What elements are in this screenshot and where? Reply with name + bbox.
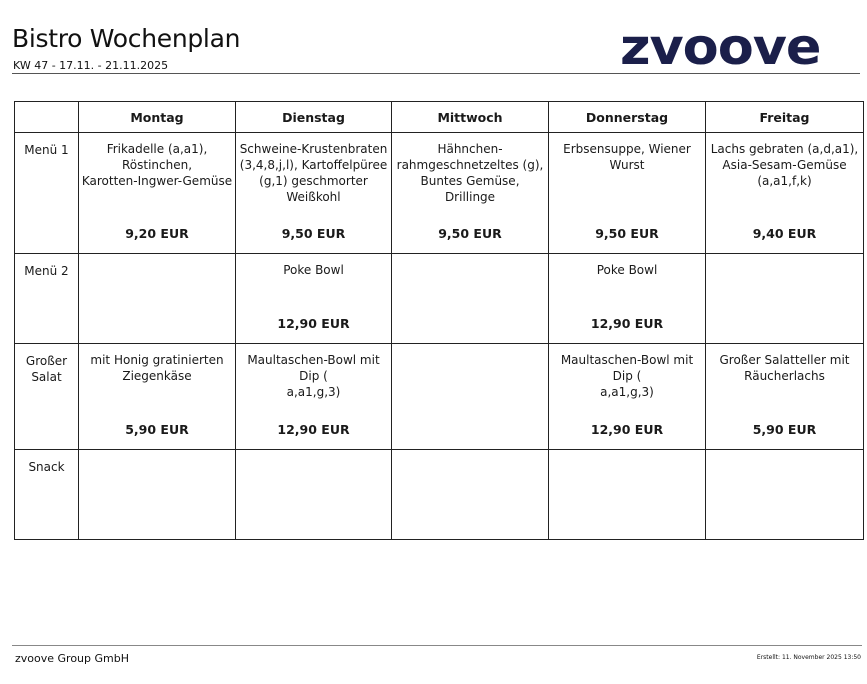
day-header-montag: Montag [79, 102, 236, 133]
day-header-freitag: Freitag [706, 102, 864, 133]
menu-cell [79, 344, 236, 450]
dish-text: Großer Salatteller mit Räucherlachs [719, 353, 850, 383]
menu-cell [392, 254, 549, 344]
menu-cell [79, 133, 236, 254]
page-title: Bistro Wochenplan [12, 24, 241, 53]
menu-cell [236, 344, 392, 450]
menu-cell [79, 450, 236, 540]
dish-text: Maultaschen-Bowl mit Dip ( a,a1,g,3) [247, 353, 380, 399]
price: 12,90 EUR [590, 422, 664, 437]
price: 12,90 EUR [277, 422, 350, 437]
price: 9,50 EUR [281, 226, 346, 241]
price: 12,90 EUR [590, 316, 664, 331]
menu-cell [236, 133, 392, 254]
dish-text: Maultaschen-Bowl mit Dip ( a,a1,g,3) [560, 353, 694, 399]
dish-text: mit Honig gratinierten Ziegenkäse [90, 353, 224, 383]
menu-cell [549, 133, 706, 254]
dish-text: Schweine-Krustenbraten (3,4,8,j,l), Kartoffelpüree (g,1) geschmorter Weißkohl [239, 142, 388, 204]
week-range: KW 47 - 17.11. - 21.11.2025 [13, 59, 169, 72]
price: 12,90 EUR [277, 316, 350, 331]
menu-cell [236, 450, 392, 540]
dish-text: Frikadelle (a,a1), Röstinchen, Karotten-Ingwer-Gemüse [81, 142, 233, 188]
price: 9,50 EUR [438, 226, 502, 241]
footer-created-timestamp: Erstellt: 11. November 2025 13:50 [756, 654, 861, 661]
menu-cell [392, 344, 549, 450]
price: 9,40 EUR [752, 226, 817, 241]
price: 5,90 EUR [125, 422, 189, 437]
row-label-snack: Snack [15, 450, 79, 540]
menu-cell [549, 254, 706, 344]
row-label-menu1: Menü 1 [15, 133, 79, 254]
row-label-salat: Großer Salat [15, 344, 79, 450]
menu-cell [236, 254, 392, 344]
footer-divider [12, 645, 862, 646]
menu-cell [392, 133, 549, 254]
table-row-salat [15, 344, 864, 450]
menu-cell [706, 450, 864, 540]
dish-text: Poke Bowl [596, 263, 658, 277]
price: 9,50 EUR [595, 226, 659, 241]
menu-cell [706, 254, 864, 344]
price: 9,20 EUR [125, 226, 189, 241]
table-row-snack [15, 450, 864, 540]
menu-cell [706, 344, 864, 450]
dish-text: Erbsensuppe, Wiener Wurst [563, 142, 691, 172]
menu-cell [392, 450, 549, 540]
dish-text: Poke Bowl [283, 263, 344, 277]
dish-text: Lachs gebraten (a,d,a1), Asia-Sesam-Gemüse (a,a1,f,k) [710, 142, 859, 188]
menu-cell [79, 254, 236, 344]
row-label-menu2: Menü 2 [15, 254, 79, 344]
table-row-menu1 [15, 133, 864, 254]
day-header-mittwoch: Mittwoch [392, 102, 549, 133]
day-header-dienstag: Dienstag [236, 102, 392, 133]
menu-cell [549, 344, 706, 450]
table-row-menu2 [15, 254, 864, 344]
table-header-row [15, 102, 864, 133]
menu-cell [706, 133, 864, 254]
dish-text: Hähnchen- rahmgeschnetzeltes (g), Buntes Gemüse, Drillinge [396, 142, 544, 204]
price: 5,90 EUR [752, 422, 817, 437]
menu-cell [549, 450, 706, 540]
zvoove-logo: zvoove [620, 18, 821, 76]
menu-table [14, 101, 864, 540]
day-header-donnerstag: Donnerstag [549, 102, 706, 133]
footer-company: zvoove Group GmbH [15, 652, 129, 665]
corner-cell [15, 102, 79, 133]
